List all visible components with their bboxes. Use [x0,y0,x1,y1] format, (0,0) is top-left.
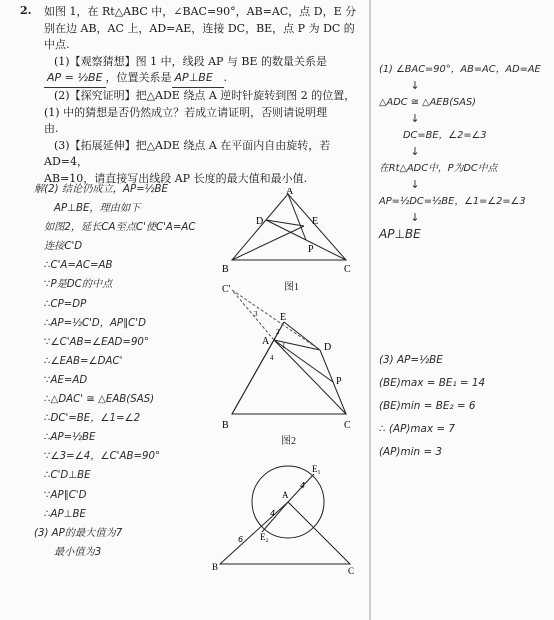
solution-line: ∵∠C'AB=∠EAD=90° [44,336,149,348]
length-label: 6 [238,535,244,544]
point-label-A: A [282,490,289,500]
solution-line: 解(2) 结论仍成立，AP=½BE [34,184,168,195]
solution-line: ∴AP⊥BE [44,508,86,520]
part2-question: (2)【探究证明】把△ADE 绕点 A 逆时针旋转到图 2 的位置， [54,88,356,102]
part1-question: (1)【观察猜想】图 1 中，线段 AP 与 BE 的数量关系是 [54,54,328,68]
solution-step: △ADC ≅ △AEB(SAS) [379,97,476,108]
point-label-A: A [262,336,270,347]
point-label-C: C [344,264,351,275]
solution-line: ∴AP=½C'D，AP∥C'D [44,317,146,329]
length-label: 4 [270,509,276,518]
down-arrow-icon: ↓ [410,211,420,224]
figure-2-caption: 图2 [281,436,296,447]
solution-line: 最小值为3 [54,546,102,558]
down-arrow-icon: ↓ [410,112,420,125]
solution-line: 连接C'D [44,241,83,253]
problem-line: 中点. [44,38,70,52]
part2-question: 由. [44,122,59,136]
solution-line: 如图2，延长CA至点C'使C'A=AC [44,222,196,234]
point-label-E2: E₂ [260,532,269,542]
solution-step: AP⊥BE [379,227,421,241]
solution-line: ∵AE=AD [44,374,88,386]
solution-line: ∴△DAC' ≅ △EAB(SAS) [44,394,155,406]
solution-step: AP=½DC=½BE，∠1=∠2=∠3 [379,196,526,207]
point-label-B: B [222,420,229,431]
point-label-D: D [324,342,332,353]
angle-mark-3: 3 [254,310,258,318]
part1-answer-quantity: AP = ½BE [44,70,106,88]
part3-line: ∴ (AP)max = 7 [379,423,455,435]
down-arrow-icon: ↓ [410,145,420,158]
point-label-P: P [308,244,314,255]
solution-line: ∴∠EAB=∠DAC' [44,355,123,367]
problem-statement [44,4,362,188]
part1-end: . [223,71,228,85]
problem-line: 别在边 AB，AC 上，AD=AE，连接 DC，BE，点 P 为 DC 的 [44,21,355,35]
solution-line: ∴AP=½BE [44,432,96,444]
solution-step: DC=BE，∠2=∠3 [403,130,487,141]
point-label-B: B [212,562,219,572]
down-arrow-icon: ↓ [410,79,420,92]
part3-line: (3) AP=½BE [379,354,443,366]
point-label-C-prime: C' [222,284,231,295]
down-arrow-icon: ↓ [410,178,420,191]
solution-line: ∵AP∥C'D [44,489,87,501]
point-label-E1: E₁ [312,464,321,474]
part3-line: (AP)min = 3 [379,446,442,458]
point-label-P: P [336,376,342,387]
part1-answer-position: AP⊥BE [172,70,224,88]
handwritten-solution-right [379,62,549,242]
solution-line: ∴DC'=BE，∠1=∠2 [44,413,141,425]
solution-line: AP⊥BE，理由如下 [54,203,141,215]
point-label-E: E [312,216,319,227]
part1-answers [44,70,362,88]
column-divider [369,0,371,620]
part1-mid-text: ，位置关系是 [105,71,172,85]
part2-question: (1) 中的猜想是否仍然成立？若成立请证明，否则请说明理 [44,105,328,119]
part3-line: (BE)max = BE₁ = 14 [379,377,486,389]
solution-line: (3) AP的最大值为7 [34,527,123,539]
solution-step: 在Rt△ADC中，P为DC中点 [379,163,498,174]
point-label-D: D [256,216,264,227]
angle-mark-4: 4 [270,354,274,362]
problem-line: 如图 1，在 Rt△ABC 中，∠BAC=90°，AB=AC，点 D，E 分 [44,5,357,18]
solution-line: ∴CP=DP [44,298,87,310]
handwritten-part3-answer [379,349,549,464]
figure-1-caption: 图1 [284,282,299,293]
length-label: 4 [300,481,306,490]
part3-question: (3)【拓展延伸】把△ADE 绕点 A 在平面内自由旋转，若 AD=4， [44,138,331,169]
solution-line: ∵∠3=∠4，∠C'AB=90° [44,451,161,463]
point-label-B: B [222,264,229,275]
point-label-C: C [348,566,355,576]
figure-2 [220,282,360,432]
solution-line: ∴C'A=AC=AB [44,260,113,272]
problem-number: 2. [20,4,32,17]
angle-mark-2: 2 [276,328,280,336]
part3-question: AB=10，请直接写出线段 AP 长度的最大值和最小值. [44,171,308,185]
solution-line: ∵P是DC的中点 [44,279,113,291]
point-label-C: C [344,420,351,431]
solution-step: (1) ∠BAC=90°，AB=AC，AD=AE [379,64,541,75]
angle-mark-1: 1 [282,342,286,350]
part3-line: (BE)min = BE₂ = 6 [379,400,476,412]
point-label-E: E [280,312,287,323]
point-label-A: A [286,188,294,197]
figure-3 [210,460,360,580]
solution-line: ∴C'D⊥BE [44,470,91,482]
